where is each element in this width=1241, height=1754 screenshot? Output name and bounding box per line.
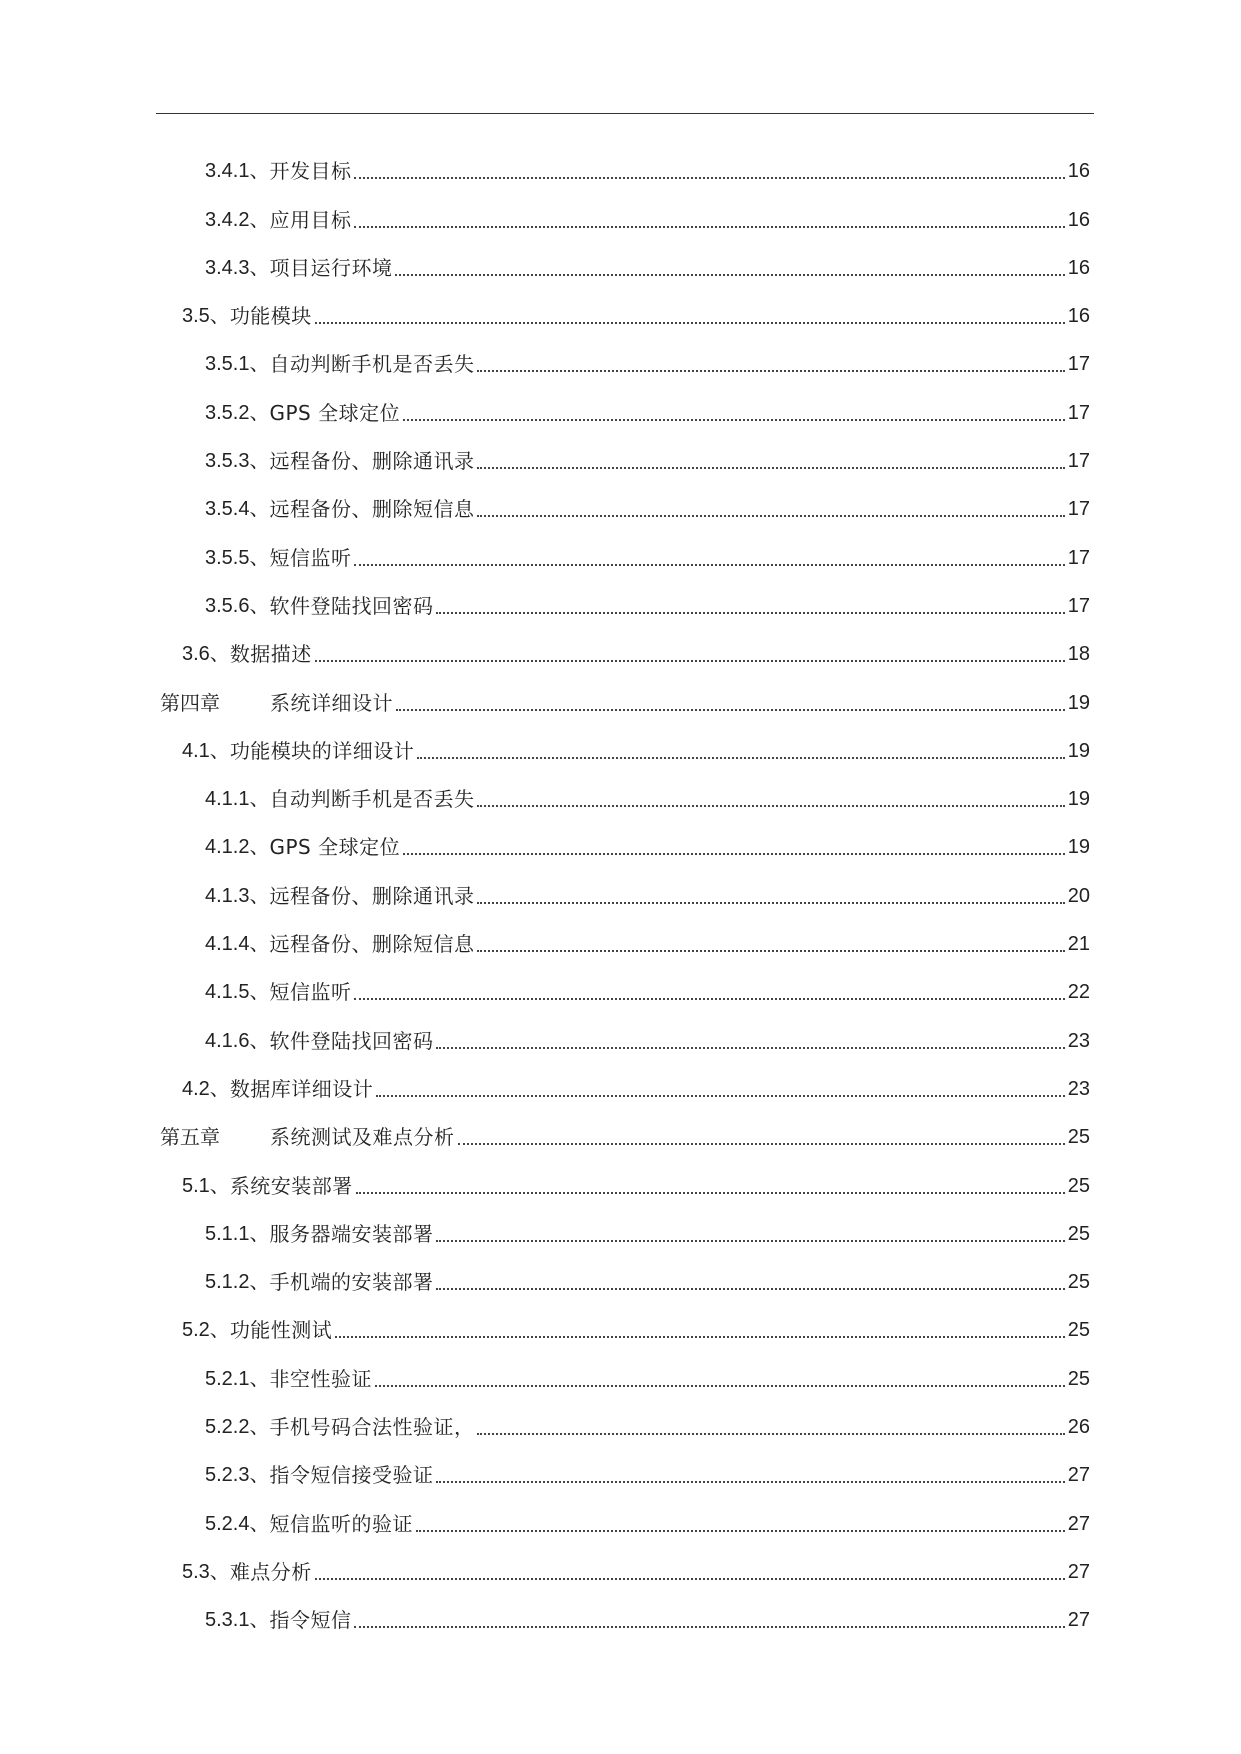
toc-dot-leader [477,1433,1064,1435]
toc-section-number: 5.1、 [182,1174,230,1197]
toc-page-number: 17 [1067,353,1090,376]
toc-section-number: 4.2、 [182,1077,230,1100]
toc-dot-leader [354,226,1064,228]
toc-entry-title: 手机端的安装部署 [269,1270,434,1295]
toc-page-number: 20 [1067,884,1090,907]
toc-page-number: 17 [1067,450,1090,473]
toc-section-number: 5.3、 [182,1560,230,1583]
toc-entry-title: 远程备份、删除通讯录 [269,883,475,908]
toc-page-number: 26 [1067,1416,1090,1439]
toc-entry-title: GPS 全球定位 [269,835,401,860]
toc-section-number: 3.5、 [182,305,230,328]
toc-chapter-number: 第五章 [160,1125,220,1150]
toc-section-number: 3.5.3、 [205,450,270,473]
toc-dot-leader [396,709,1065,711]
toc-entry[interactable] [160,862,1090,910]
toc-entry-title: 服务器端安装部署 [269,1221,434,1246]
toc-entry[interactable] [160,1297,1090,1345]
table-of-contents [160,138,1090,1635]
toc-page-number: 25 [1067,1174,1090,1197]
toc-section-number: 5.2.2、 [205,1416,270,1439]
toc-dot-leader [376,1095,1064,1097]
toc-entry-title: 远程备份、删除短信息 [269,932,475,957]
toc-section-number: 3.5.6、 [205,594,270,617]
toc-dot-leader [354,564,1064,566]
toc-entry[interactable] [160,283,1090,331]
toc-entry-title: 难点分析 [229,1559,312,1584]
toc-entry-title: 手机号码合法性验证， [269,1415,475,1440]
toc-dot-leader [477,950,1064,952]
toc-entry-title: 自动判断手机是否丢失 [269,787,475,812]
toc-entry[interactable] [160,911,1090,959]
toc-entry[interactable] [160,186,1090,234]
toc-entry-title: 指令短信 [269,1608,352,1633]
toc-page-number: 16 [1067,160,1090,183]
toc-section-number: 4.1.6、 [205,1029,270,1052]
toc-entry[interactable] [160,1539,1090,1587]
toc-dot-leader [356,1192,1065,1194]
toc-page-number: 25 [1067,1126,1090,1149]
toc-entry[interactable] [160,1490,1090,1538]
toc-entry-title: 软件登陆找回密码 [269,593,434,618]
toc-dot-leader [416,1530,1065,1532]
toc-page-number: 25 [1067,1319,1090,1342]
toc-page-number: 23 [1067,1029,1090,1052]
toc-section-number: 4.1.2、 [205,836,270,859]
toc-dot-leader [436,1288,1064,1290]
toc-dot-leader [315,1578,1065,1580]
toc-section-number: 5.3.1、 [205,1609,270,1632]
toc-entry[interactable] [160,814,1090,862]
toc-entry[interactable] [160,428,1090,476]
toc-page-number: 23 [1067,1077,1090,1100]
toc-section-number: 5.2.1、 [205,1367,270,1390]
toc-page-number: 19 [1067,836,1090,859]
toc-section-number: 3.5.2、 [205,401,270,424]
toc-entry[interactable] [160,1007,1090,1055]
toc-entry[interactable] [160,1587,1090,1635]
toc-dot-leader [403,419,1065,421]
toc-page-number: 25 [1067,1271,1090,1294]
toc-section-number: 3.6、 [182,643,230,666]
toc-entry-title: 远程备份、删除短信息 [269,497,475,522]
toc-entry-title: 功能性测试 [229,1318,333,1343]
toc-dot-leader [477,805,1064,807]
toc-entry[interactable] [160,669,1090,717]
toc-entry-title: 数据描述 [229,642,312,667]
toc-section-number: 4.1.3、 [205,884,270,907]
toc-page-number: 25 [1067,1222,1090,1245]
toc-section-number: 3.5.1、 [205,353,270,376]
toc-dot-leader [315,322,1065,324]
toc-section-number: 4.1.1、 [205,788,270,811]
toc-dot-leader [395,274,1064,276]
toc-entry[interactable] [160,1201,1090,1249]
toc-page-number: 25 [1067,1367,1090,1390]
toc-dot-leader [458,1143,1065,1145]
toc-entry-title: 数据库详细设计 [229,1076,374,1101]
toc-entry-title: 自动判断手机是否丢失 [269,352,475,377]
toc-entry-title: 指令短信接受验证 [269,1463,434,1488]
toc-page-number: 19 [1067,739,1090,762]
toc-dot-leader [375,1385,1065,1387]
toc-section-number: 4.1、 [182,739,230,762]
toc-entry-title: GPS 全球定位 [269,400,401,425]
toc-dot-leader [417,757,1064,759]
toc-page-number: 27 [1067,1560,1090,1583]
toc-section-number: 3.5.4、 [205,498,270,521]
toc-entry[interactable] [160,476,1090,524]
toc-section-number: 4.1.5、 [205,981,270,1004]
toc-entry[interactable] [160,1104,1090,1152]
toc-dot-leader [354,998,1064,1000]
toc-entry[interactable] [160,1152,1090,1200]
toc-page-number: 27 [1067,1464,1090,1487]
toc-dot-leader [354,177,1064,179]
toc-page-number: 27 [1067,1512,1090,1535]
toc-entry[interactable] [160,718,1090,766]
toc-page-number: 27 [1067,1609,1090,1632]
toc-section-number: 5.1.1、 [205,1222,270,1245]
toc-page-number: 16 [1067,256,1090,279]
toc-dot-leader [436,612,1064,614]
toc-page-number: 19 [1067,788,1090,811]
toc-dot-leader [477,370,1064,372]
toc-entry-title: 功能模块 [229,304,312,329]
toc-page-number: 17 [1067,594,1090,617]
toc-entry[interactable] [160,1394,1090,1442]
toc-dot-leader [436,1481,1064,1483]
toc-entry[interactable] [160,524,1090,572]
toc-page-number: 17 [1067,401,1090,424]
toc-entry-title: 功能模块的详细设计 [229,738,415,763]
toc-dot-leader [354,1626,1064,1628]
toc-entry[interactable] [160,331,1090,379]
toc-section-number: 3.4.1、 [205,160,270,183]
toc-dot-leader [477,902,1064,904]
toc-page-number: 16 [1067,208,1090,231]
toc-dot-leader [315,660,1065,662]
toc-page-number: 18 [1067,643,1090,666]
toc-entry-title: 系统详细设计 [270,690,393,715]
toc-entry-title: 开发目标 [269,159,352,184]
toc-entry[interactable] [160,379,1090,427]
toc-dot-leader [403,853,1065,855]
toc-section-number: 4.1.4、 [205,933,270,956]
header-rule [156,113,1094,114]
toc-entry[interactable] [160,573,1090,621]
toc-entry-title: 非空性验证 [269,1366,372,1391]
toc-section-number: 3.5.5、 [205,546,270,569]
toc-page-number: 17 [1067,546,1090,569]
toc-page-number: 19 [1067,691,1090,714]
toc-page-number: 21 [1067,933,1090,956]
toc-entry[interactable] [160,621,1090,669]
toc-dot-leader [477,467,1064,469]
toc-entry[interactable] [160,235,1090,283]
toc-section-number: 5.1.2、 [205,1271,270,1294]
toc-entry-title: 系统测试及难点分析 [270,1125,455,1150]
toc-entry-title: 短信监听 [269,545,352,570]
toc-entry-title: 项目运行环境 [269,255,393,280]
toc-entry-title: 应用目标 [269,207,352,232]
toc-page-number: 22 [1067,981,1090,1004]
toc-entry[interactable] [160,766,1090,814]
toc-page-number: 17 [1067,498,1090,521]
toc-section-number: 5.2.3、 [205,1464,270,1487]
toc-dot-leader [477,515,1064,517]
toc-section-number: 5.2.4、 [205,1512,270,1535]
toc-page-number: 16 [1067,305,1090,328]
toc-section-number: 3.4.2、 [205,208,270,231]
toc-entry[interactable] [160,1249,1090,1297]
toc-entry[interactable] [160,1442,1090,1490]
toc-entry-title: 短信监听 [269,980,352,1005]
toc-entry-title: 系统安装部署 [229,1173,353,1198]
toc-chapter-number: 第四章 [160,690,220,715]
toc-entry[interactable] [160,1056,1090,1104]
toc-dot-leader [436,1240,1064,1242]
toc-section-number: 3.4.3、 [205,256,270,279]
toc-entry-title: 软件登陆找回密码 [269,1028,434,1053]
toc-dot-leader [436,1047,1064,1049]
toc-section-number: 5.2、 [182,1319,230,1342]
toc-entry-title: 远程备份、删除通讯录 [269,449,475,474]
toc-entry[interactable] [160,138,1090,186]
toc-dot-leader [335,1336,1064,1338]
toc-entry[interactable] [160,1345,1090,1393]
toc-entry[interactable] [160,959,1090,1007]
toc-entry-title: 短信监听的验证 [269,1511,413,1536]
